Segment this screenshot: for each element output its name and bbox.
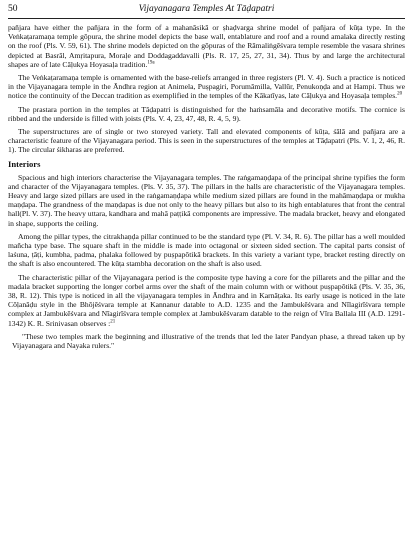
paragraph: pañjara have either the pañjara in the form of a mahanāsikā or ṣhaḍvarga shrine model of pañjara of kūṭa type. In the Veṅkaṭaramaṇa temple gōpura, the shrine model depicts the base wall, entablature and roof and a round amalaka directly resting on the roof (Pls. V. 59, 61). The shrine models depicted on the gōpuras of the Rāmaliṅgēśvara temple resemble the vasara shrines depicted at Basrāl, Amṛitapura, Moraḷe and Doddagaddavalli (Pls. R. 17, 25, 27, 31, 34). Thus by and large the architectural shapes are of late Cāḷukya Hoyasaḷa tradition.$^{19a}$ — [8, 23, 405, 69]
paragraph: The Veṅkaṭaramaṇa temple is ornamented with the base-reliefs arranged in three registers (Pl. V. 4). Such a practice is noticed in the Vijayanagara temple in the Āndhra region at Animela, Puṣpagiri, Porumāmilla, Vallūr, Penukoṇḍa and at Hampi. Thus we notice the continuity of the Deccan tradition as exemplified in the temples of the Kākatīyas, late Cāḷukya and Hoyasaḷa temples.$^{20}$ — [8, 73, 405, 101]
paragraph: The characteristic pillar of the Vijayanagara period is the composite type having a core for the pillarets and the pillar and the madala bracket supporting the longer corbel arms over the shaft of the main column with or without puṣpapōtikā (Pls. V. 35, 36, 38, R. 12). This type is noticed in all the vijayanagara temples in Āndhra and in Karnāṭaka. Its early usage is noticed in the late Cōḷanāḍu style in the Bhōjēśvara temple at Kannanur datable to A.D. 1235 and the Jambukēśvara and Nīlagirīśvara temple complex at Jambukēśvara and Nīagirīśvara temple complex at Jambukēśvaram datable to the reign of Vīra Ballala III (A.D. 1291-1342) K. R. Srinivasan observes :$^{21}$ — [8, 272, 405, 328]
paragraph: The prastara portion in the temples at Tāḍapatri is distinguished for the haṁsamāla and decorative motifs. The cornice is ribbed and the underside is filled with joists (Pls. V. 4, 23, 47, 48, R. 4, 5, 9). — [8, 104, 405, 123]
paragraph: The superstructures are of single or two storeyed variety. Tall and elevated components of kūṭa, śālā and pañjara are a characteristic feature of the Vijayanagara period. This is seen in the superstructures of the temples at Tāḍapatri (Pls. V. 1, 2, 46, R. 1). The circular śikharas are preferred. — [8, 127, 405, 155]
block-quote: "These two temples mark the beginning and illustrative of the trends that led the later Pandyan phase, a thread taken up by Vijayanagara and Nayaka rulers." — [12, 331, 405, 351]
section-heading: Interiors — [8, 158, 41, 169]
footnote-ref: 21 — [110, 319, 116, 325]
footnote-ref: 19a — [147, 60, 155, 66]
page-body — [8, 23, 405, 350]
paragraph: Spacious and high interiors characterise the Vijayanagara temples. The raṅgamaṇḍapa of the principal shrine typifies the form and character of the Vijayanagara temples. (Pls. V. 35, 37). The pillars in the halls are characteristic of the Vijayanagara temples. Heavy and large sized pillars are used in the raṅgamaṇḍapa while medium sized pillars are found in the mahāmaṇḍapa or mukha maṇḍapa. The grandness of the maṇḍapas is due not only to the heavy pillars but also to its high entablatures that front the central hall(Pl. V. 37). The heavy uttara, kandhara and mahā paṭṭikā components are impressive. The madala bracket, heavy and elongated in shape, supports the ceiling. — [8, 172, 405, 228]
paragraph: Among the pillar types, the citrakhaṇḍa pillar continued to be the standard type (Pl. V. 34, R. 6). The pillar has a well moulded mañcha type base. The square shaft in the middle is made into octagonal or sixteen sided section. The capital parts consist of laśuna, ṭāṭi, kumbha, padma, phalaka followed by puṣpapōtikā brackets. In this variety a variant type, bracket resting directly on the shaft is also encountered. The kūṭa stambha decoration on the shaft is also used. — [8, 231, 405, 269]
footnote-ref: 20 — [397, 91, 403, 97]
page-number: 50 — [8, 4, 18, 14]
running-title: Vijayanagara Temples At Tāḍapatri — [138, 4, 275, 14]
page-header — [8, 4, 405, 19]
